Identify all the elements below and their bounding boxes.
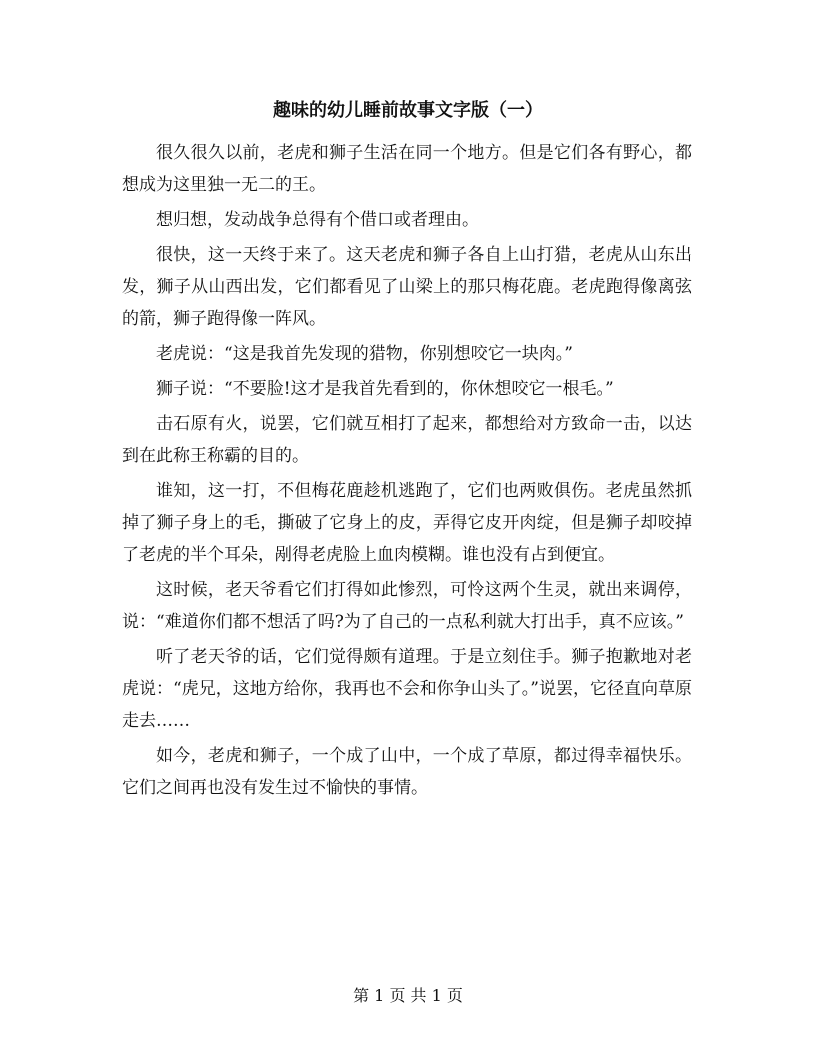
story-paragraph: 想归想，发动战争总得有个借口或者理由。 [156, 210, 479, 230]
story-paragraph: 听了老天爷的话，它们觉得颇有道理。于是立刻住手。狮子抱歉地对老虎说：“虎兄，这地方给你，我再也不会和你争山头了。”说罢，它径直向草原走去…… [122, 647, 692, 731]
story-paragraph: 很快，这一天终于来了。这天老虎和狮子各自上山打猎，老虎从山东出发，狮子从山西出发，它们都看见了山梁上的那只梅花鹿。老虎跑得像离弦的箭，狮子跑得像一阵风。 [122, 245, 692, 329]
story-paragraph: 这时候，老天爷看它们打得如此惨烈，可怜这两个生灵，就出来调停，说：“难道你们都不想活了吗?为了自己的一点私利就大打出手，真不应该。” [122, 580, 692, 632]
story-body [122, 137, 692, 807]
story-paragraph: 谁知，这一打，不但梅花鹿趁机逃跑了，它们也两败俱伤。老虎虽然抓掉了狮子身上的毛，撕破了它身上的皮，弄得它皮开肉绽，但是狮子却咬掉了老虎的半个耳朵，剐得老虎脸上血肉模糊。谁也没有占到便宜。 [122, 481, 692, 565]
page-footer: 第 1 页 共 1 页 [353, 986, 463, 1005]
story-paragraph: 狮子说：“不要脸!这才是我首先看到的，你休想咬它一根毛。” [156, 379, 614, 399]
story-paragraph: 击石原有火，说罢，它们就互相打了起来，都想给对方致命一击，以达到在此称王称霸的目的。 [122, 414, 692, 466]
story-paragraph: 如今，老虎和狮子，一个成了山中，一个成了草原，都过得幸福快乐。它们之间再也没有发生过不愉快的事情。 [122, 746, 692, 798]
story-paragraph: 很久很久以前，老虎和狮子生活在同一个地方。但是它们各有野心，都想成为这里独一无二的王。 [122, 143, 692, 195]
story-paragraph: 老虎说：“这是我首先发现的猎物，你别想咬它一块肉。” [156, 344, 573, 364]
document-title: 趣味的幼儿睡前故事文字版（一） [273, 100, 543, 121]
